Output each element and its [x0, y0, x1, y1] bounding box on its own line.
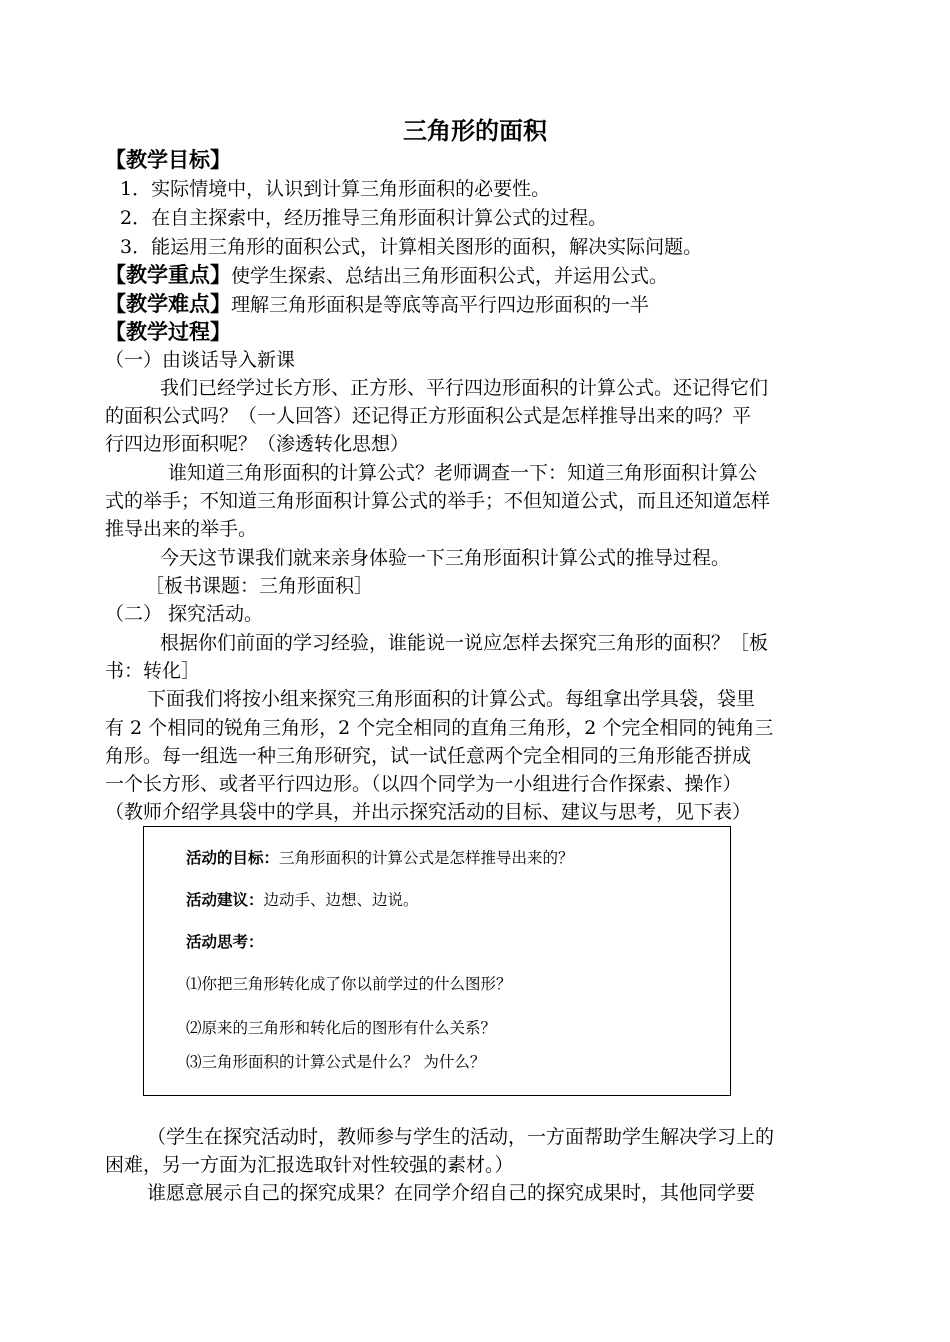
objectives-heading: 【教学目标】: [105, 148, 231, 172]
activity-question-1: ⑴你把三角形转化成了你以前学过的什么图形？: [186, 975, 512, 993]
after-box-p1-line1: （学生在探究活动时，教师参与学生的活动，一方面帮助学生解决学习上的: [147, 1126, 775, 1148]
section2-p2-line5: （教师介绍学具袋中的学具，并出示探究活动的目标、建议与思考，见下表）: [105, 801, 752, 823]
after-box-p1-line2: 困难，另一方面为汇报选取针对性较强的素材。）: [105, 1154, 514, 1176]
objective-item-2: 2．在自主探索中，经历推导三角形面积计算公式的过程。: [120, 207, 608, 229]
section1-p2-line2: 式的举手；不知道三角形面积计算公式的举手；不但知道公式，而且还知道怎样: [105, 490, 771, 512]
objective-item-1: 1．实际情境中，认识到计算三角形面积的必要性。: [120, 178, 551, 200]
section2-p2-line1: 下面我们将按小组来探究三角形面积的计算公式。每组拿出学具袋，袋里: [147, 688, 756, 710]
activity-goal: [186, 847, 574, 869]
activity-suggestion-text: 边动手、边想、边说。: [263, 891, 419, 909]
objective-item-3: 3．能运用三角形的面积公式，计算相关图形的面积，解决实际问题。: [120, 236, 703, 258]
activity-suggestion: [186, 889, 419, 911]
section1-p2-line3: 推导出来的举手。: [105, 518, 258, 540]
difficulty-line: [105, 290, 850, 319]
activity-think-label: 活动思考：: [186, 933, 264, 951]
activity-box: [143, 826, 731, 1096]
activity-goal-label: 活动的目标：: [186, 849, 280, 867]
process-heading: 【教学过程】: [105, 320, 231, 344]
section1-p1-line1: 我们已经学过长方形、正方形、平行四边形面积的计算公式。还记得它们: [160, 377, 769, 399]
section1-p1-line2: 的面积公式吗？（一人回答）还记得正方形面积公式是怎样推导出来的吗？平: [105, 405, 752, 427]
section2-p2-line2: 有 2 个相同的锐角三角形，2 个完全相同的直角三角形，2 个完全相同的钝角三: [105, 717, 774, 739]
section2-p2-line4: 一个长方形、或者平行四边形。（以四个同学为一小组进行合作探索、操作）: [105, 773, 742, 795]
section2-heading: （二） 探究活动。: [105, 603, 264, 625]
section1-p2-line1: 谁知道三角形面积的计算公式？老师调查一下：知道三角形面积计算公: [168, 462, 758, 484]
section2-p1-line1: 根据你们前面的学习经验，谁能说一说应怎样去探究三角形的面积？［板: [160, 632, 769, 654]
section1-p1-line3: 行四边形面积呢？（渗透转化思想）: [105, 433, 410, 455]
section1-board: ［板书课题：三角形面积］: [145, 575, 374, 597]
difficulty-heading: 【教学难点】: [105, 292, 231, 316]
section2-p1-line2: 书：转化］: [105, 660, 201, 682]
after-box-p2: 谁愿意展示自己的探究成果？在同学介绍自己的探究成果时，其他同学要: [147, 1182, 756, 1204]
activity-suggestion-label: 活动建议：: [186, 891, 264, 909]
activity-question-2: ⑵原来的三角形和转化后的图形有什么关系？: [186, 1019, 497, 1037]
document-title: 三角形的面积: [403, 117, 547, 145]
activity-question-3: ⑶三角形面积的计算公式是什么？ 为什么？: [186, 1053, 486, 1071]
section1-heading: （一）由谈话导入新课: [105, 349, 296, 371]
section1-p3: 今天这节课我们就来亲身体验一下三角形面积计算公式的推导过程。: [160, 547, 731, 569]
section2-p2-line3: 角形。每一组选一种三角形研究，试一试任意两个完全相同的三角形能否拼成: [105, 745, 752, 767]
key-point-line: [105, 261, 850, 290]
activity-goal-text: 三角形面积的计算公式是怎样推导出来的？: [279, 849, 574, 867]
key-point-text: 使学生探索、总结出三角形面积公式，并运用公式。: [231, 265, 669, 287]
difficulty-text: 理解三角形面积是等底等高平行四边形面积的一半: [231, 294, 650, 316]
key-point-heading: 【教学重点】: [105, 263, 231, 287]
